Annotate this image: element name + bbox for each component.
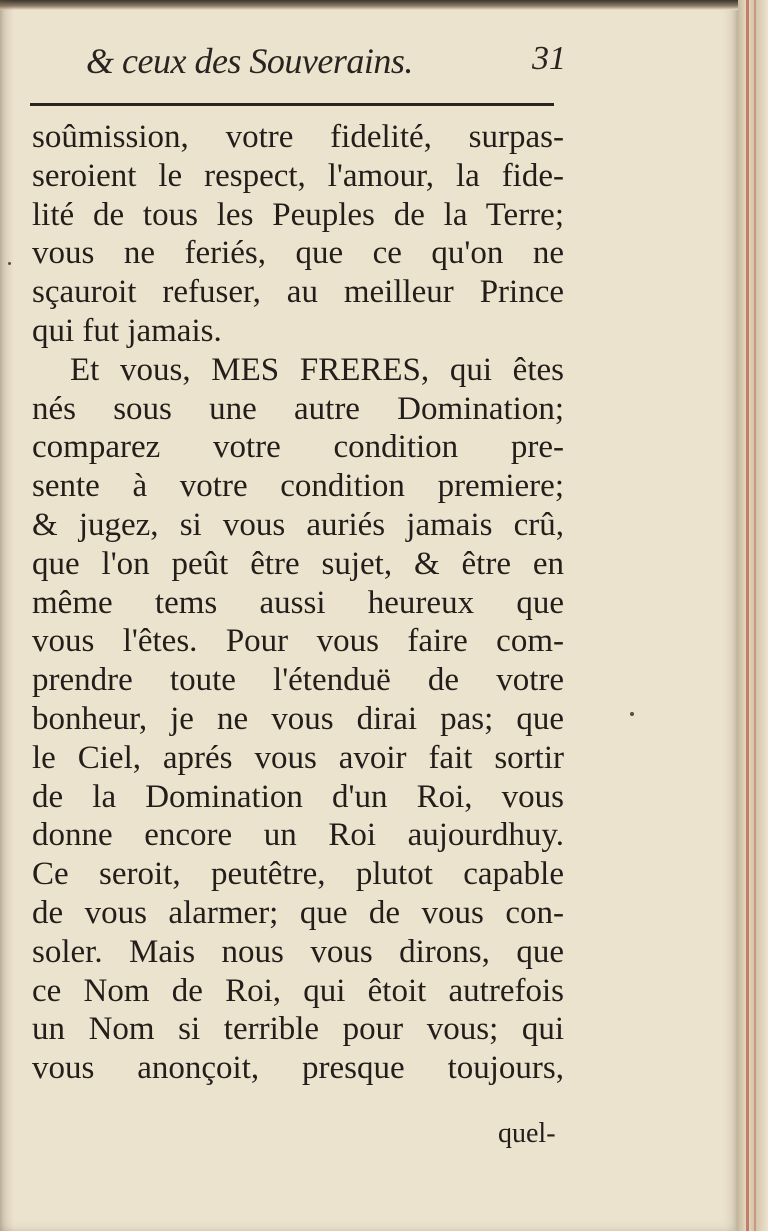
paper-speck: [630, 712, 634, 716]
text-line: & jugez, si vous auriés jamais crû,: [32, 506, 564, 543]
page-fore-edge: [738, 0, 768, 1231]
text-line: même tems aussi heureux que: [32, 584, 564, 621]
text-line: seroient le respect, l'amour, la fide-: [32, 157, 564, 194]
page-top-shadow: [0, 0, 738, 10]
text-line: ce Nom de Roi, qui êtoit autrefois: [32, 972, 564, 1009]
text-line: un Nom si terrible pour vous; qui: [32, 1011, 564, 1048]
page-number: 31: [532, 40, 566, 77]
text-line: de la Domination d'un Roi, vous: [32, 778, 564, 815]
text-line: prendre toute l'étenduë de votre: [32, 662, 564, 699]
text-line: qui fut jamais.: [32, 312, 222, 349]
text-line: bonheur, je ne vous dirai pas; que: [32, 700, 564, 737]
text-line: vous l'êtes. Pour vous faire com-: [32, 623, 564, 660]
text-line: lité de tous les Peuples de la Terre;: [32, 196, 564, 233]
gutter-shadow: [0, 0, 14, 1231]
header-rule: [30, 103, 554, 106]
text-line: Ce seroit, peutêtre, plutot capable: [32, 856, 564, 893]
body-text: [32, 118, 564, 1088]
text-line: comparez votre condition pre-: [32, 429, 564, 466]
text-line: sente à votre condition premiere;: [32, 468, 564, 505]
red-edge-stain: [746, 0, 749, 1231]
text-line: Et vous, MES FRERES, qui êtes: [70, 351, 564, 388]
text-line: vous anonçoit, presque toujours,: [32, 1050, 564, 1087]
text-line: que l'on peût être sujet, & être en: [32, 545, 564, 582]
text-line: de vous alarmer; que de vous con-: [32, 894, 564, 931]
running-title: & ceux des Souverains.: [86, 41, 413, 81]
text-line: le Ciel, aprés vous avoir fait sortir: [32, 739, 564, 776]
text-line: sçauroit refuser, au meilleur Prince: [32, 274, 564, 311]
text-line: vous ne feriés, que ce qu'on ne: [32, 235, 564, 272]
paper-speck: [8, 262, 11, 265]
running-header: [86, 40, 566, 88]
text-line: soûmission, votre fidelité, surpas-: [32, 119, 564, 155]
text-line: nés sous une autre Domination;: [32, 390, 564, 427]
text-line: soler. Mais nous vous dirons, que: [32, 933, 564, 970]
catchword: quel-: [498, 1118, 556, 1149]
red-edge-stain-secondary: [754, 0, 756, 1231]
text-line: donne encore un Roi aujourdhuy.: [32, 817, 564, 854]
